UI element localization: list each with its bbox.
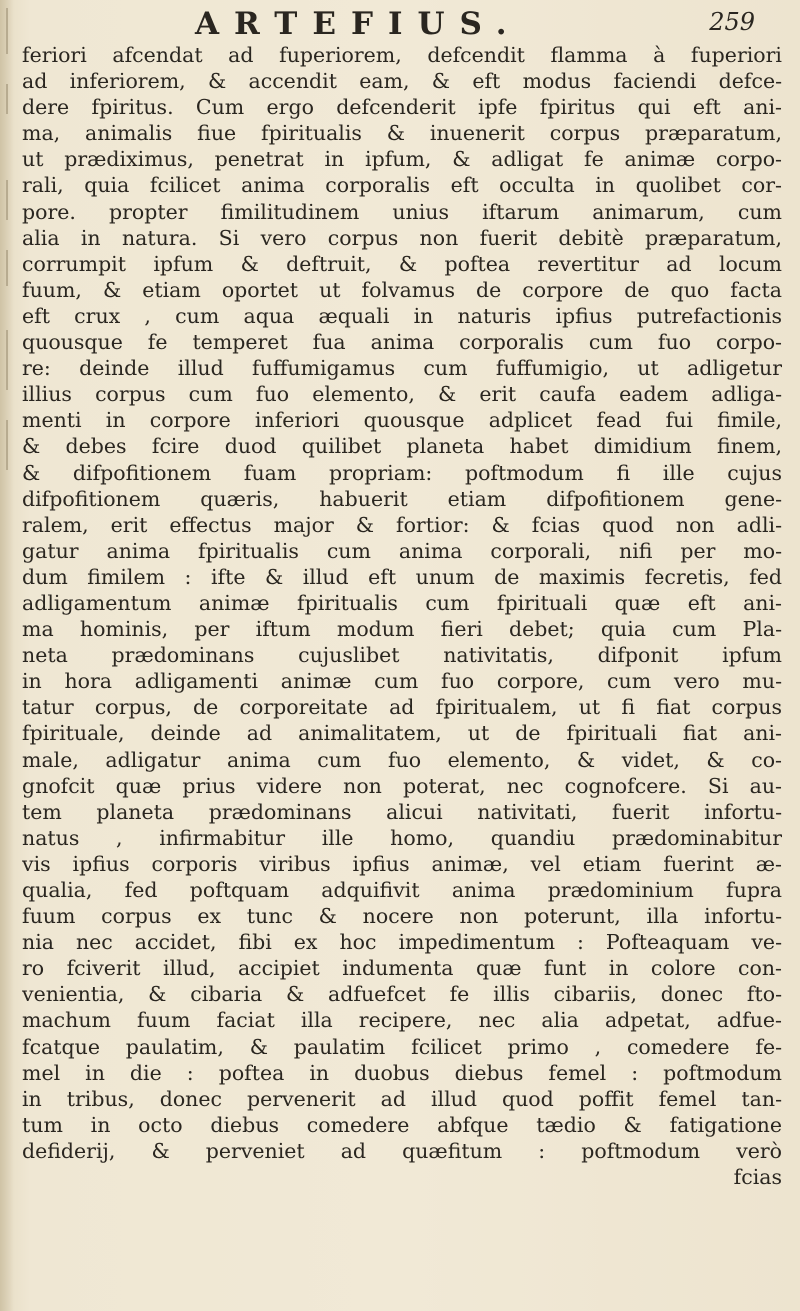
text-line: quousque fe temperet fua anima corporalis cum fuo corpo- — [22, 330, 782, 355]
text-line: difpofitionem quæris, habuerit etiam difpofitionem gene- — [22, 486, 782, 511]
text-line: fcatque paulatim, & paulatim fcilicet primo , comedere fe- — [22, 1034, 782, 1059]
text-line: neta prædominans cujuslibet nativitatis, difponit ipfum — [22, 643, 782, 668]
text-line: fuum, & etiam oportet ut folvamus de corpore de quo facta — [22, 277, 782, 302]
text-line: nia nec accidet, fibi ex hoc impedimentum : Pofteaquam ve- — [22, 930, 782, 955]
text-line: gnofcit quæ prius videre non poterat, nec cognofcere. Si au- — [22, 773, 782, 798]
text-line: alia in natura. Si vero corpus non fuerit debitè præparatum, — [22, 225, 782, 250]
text-line: natus , infirmabitur ille homo, quandiu prædominabitur — [22, 825, 782, 850]
text-line: ma, animalis fiue fpiritualis & inuenerit corpus præparatum, — [22, 121, 782, 146]
text-line: tum in octo diebus comedere abfque tædio & fatigatione — [22, 1112, 782, 1137]
page-title: ARTEFIUS. — [195, 6, 522, 42]
text-line: defiderij, & perveniet ad quæfitum : poftmodum verò — [22, 1138, 782, 1163]
text-line: tem planeta prædominans alicui nativitati, fuerit infortu- — [22, 799, 782, 824]
text-line: ralem, erit effectus major & fortior: & fcias quod non adli- — [22, 512, 782, 537]
text-line: in hora adligamenti animæ cum fuo corpore, cum vero mu- — [22, 669, 782, 694]
text-line: & difpofitionem fuam propriam: poftmodum fi ille cujus — [22, 460, 782, 485]
page-number: 259 — [709, 8, 755, 36]
text-line: male, adligatur anima cum fuo elemento, & videt, & co- — [22, 747, 782, 772]
text-line: eft crux , cum aqua æquali in naturis ipfius putrefactionis — [22, 303, 782, 328]
text-line: mel in die : poftea in duobus diebus femel : poftmodum — [22, 1060, 782, 1085]
running-head — [195, 6, 755, 40]
text-line: adligamentum animæ fpiritualis cum fpirituali quæ eft ani- — [22, 590, 782, 615]
text-line: pore. propter fimilitudinem unius iftarum animarum, cum — [22, 199, 782, 224]
text-line: re: deinde illud fuffumigamus cum fuffumigio, ut adligetur — [22, 356, 782, 381]
text-line: fuum corpus ex tunc & nocere non poterunt, illa infortu- — [22, 904, 782, 929]
text-line: machum fuum faciat illa recipere, nec alia adpetat, adfue- — [22, 1008, 782, 1033]
body-text — [22, 42, 782, 1190]
text-line: & debes fcire duod quilibet planeta habet dimidium finem, — [22, 434, 782, 459]
text-line: rali, quia fcilicet anima corporalis eft occulta in quolibet cor- — [22, 173, 782, 198]
text-line: illius corpus cum fuo elemento, & erit caufa eadem adliga- — [22, 382, 782, 407]
text-line: in tribus, donec pervenerit ad illud quod poffit femel tan- — [22, 1086, 782, 1111]
text-line: dum fimilem : ifte & illud eft unum de maximis fecretis, fed — [22, 564, 782, 589]
text-line: menti in corpore inferiori quousque adplicet fead fui fimile, — [22, 408, 782, 433]
text-line: ad inferiorem, & accendit eam, & eft modus faciendi defce- — [22, 69, 782, 94]
text-line: ma hominis, per iftum modum fieri debet; quia cum Pla- — [22, 617, 782, 642]
text-line: ut prædiximus, penetrat in ipfum, & adligat fe animæ corpo- — [22, 147, 782, 172]
text-line: tatur corpus, de corporeitate ad fpiritualem, ut fi fiat corpus — [22, 695, 782, 720]
text-line: gatur anima fpiritualis cum anima corporali, nifi per mo- — [22, 538, 782, 563]
text-line: qualia, fed poftquam adquifivit anima prædominium fupra — [22, 878, 782, 902]
text-line: fpirituale, deinde ad animalitatem, ut de fpirituali fiat ani- — [22, 721, 782, 746]
text-line: dere fpiritus. Cum ergo defcenderit ipfe fpiritus qui eft ani- — [22, 95, 782, 120]
text-line: fcias — [733, 1165, 782, 1190]
text-line: feriori afcendat ad fuperiorem, defcendit flamma à fuperiori — [22, 43, 782, 67]
text-line: corrumpit ipfum & deftruit, & poftea revertitur ad locum — [22, 251, 782, 276]
text-line: ro fciverit illud, accipiet indumenta quæ funt in colore con- — [22, 956, 782, 981]
text-line: vis ipfius corporis viribus ipfius animæ, vel etiam fuerint æ- — [22, 851, 782, 876]
text-line: venientia, & cibaria & adfuefcet fe illis cibariis, donec fto- — [22, 982, 782, 1007]
